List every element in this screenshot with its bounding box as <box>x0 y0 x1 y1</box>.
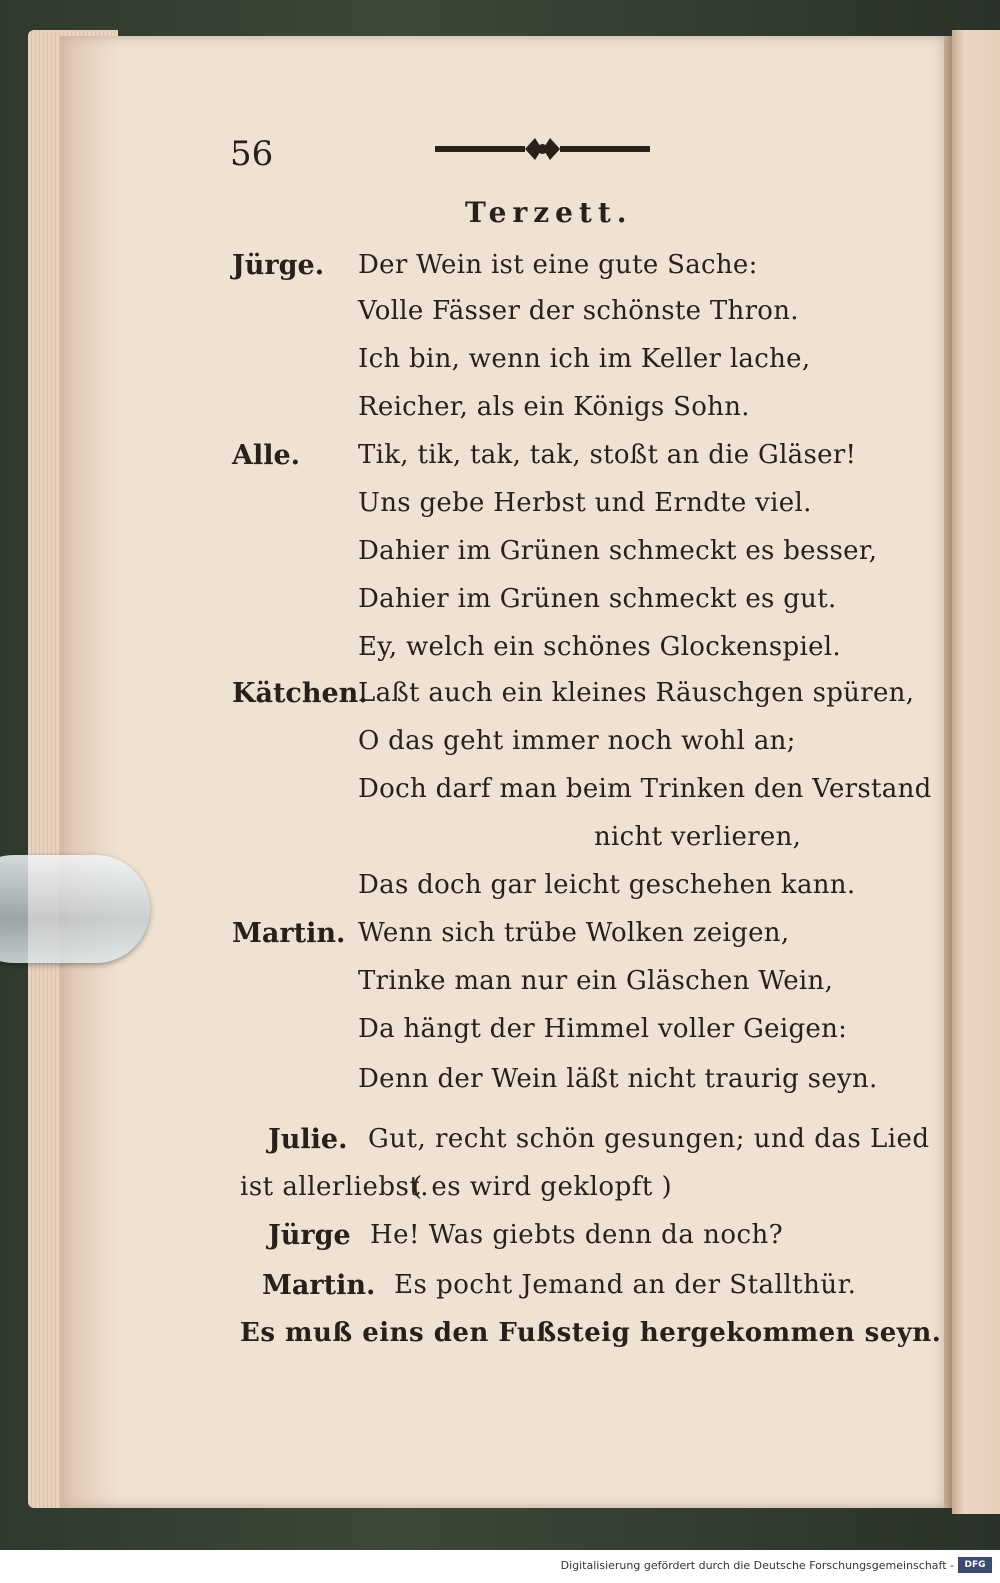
dfg-logo: DFG <box>958 1557 992 1573</box>
speaker-jurge: Jürge. <box>232 250 325 281</box>
dialogue-text: Gut, recht schön gesungen; und das Lied <box>368 1124 930 1154</box>
verse-line: Das doch gar leicht geschehen kann. <box>358 870 856 900</box>
dialogue-text: He! Was giebts denn da noch? <box>370 1220 784 1250</box>
verse-line: Trinke man nur ein Gläschen Wein, <box>358 966 834 996</box>
verse-line: Der Wein ist eine gute Sache: <box>358 250 758 280</box>
speaker-katchen: Kätchen. <box>232 678 368 709</box>
dialogue-text: Es pocht Jemand an der Stallthür. <box>394 1270 857 1300</box>
dialogue-text: ist allerliebst. <box>240 1172 430 1202</box>
dialogue-text: Es muß eins den Fußsteig hergekommen seyn. <box>240 1318 942 1348</box>
verse-line: O das geht immer noch wohl an; <box>358 726 796 756</box>
section-heading: Terzett. <box>465 196 633 229</box>
speaker-julie: Julie. <box>268 1124 348 1155</box>
verse-line: nicht verlieren, <box>594 822 802 852</box>
verse-line: Tik, tik, tak, tak, stoßt an die Gläser! <box>358 440 857 470</box>
speaker-martin: Martin. <box>262 1270 376 1301</box>
verse-line: Denn der Wein läßt nicht traurig seyn. <box>358 1064 878 1094</box>
verse-line: Laßt auch ein kleines Räuschgen spüren, <box>358 678 915 708</box>
verse-line: Volle Fässer der schönste Thron. <box>358 296 799 326</box>
verse-line: Ey, welch ein schönes Glockenspiel. <box>358 632 841 662</box>
verse-line: Doch darf man beim Trinken den Verstand <box>358 774 932 804</box>
verse-line: Uns gebe Herbst und Erndte viel. <box>358 488 812 518</box>
footer-credit: Digitalisierung gefördert durch die Deutsche Forschungsgemeinschaft - <box>560 1559 954 1572</box>
verse-line: Dahier im Grünen schmeckt es besser, <box>358 536 878 566</box>
speaker-alle: Alle. <box>232 440 301 471</box>
ornament-icon <box>435 134 650 164</box>
footer-bar <box>0 1550 1000 1583</box>
verse-line: Reicher, als ein Königs Sohn. <box>358 392 750 422</box>
page-holder-clip <box>0 855 150 963</box>
verse-line: Ich bin, wenn ich im Keller lache, <box>358 344 811 374</box>
speaker-martin: Martin. <box>232 918 346 949</box>
page-number: 56 <box>230 134 274 174</box>
verse-line: Dahier im Grünen schmeckt es gut. <box>358 584 837 614</box>
verse-line: Da hängt der Himmel voller Geigen: <box>358 1014 848 1044</box>
verse-line: Wenn sich trübe Wolken zeigen, <box>358 918 790 948</box>
speaker-jurge: Jürge <box>268 1220 351 1251</box>
stage-direction: ( es wird geklopft ) <box>412 1172 673 1202</box>
